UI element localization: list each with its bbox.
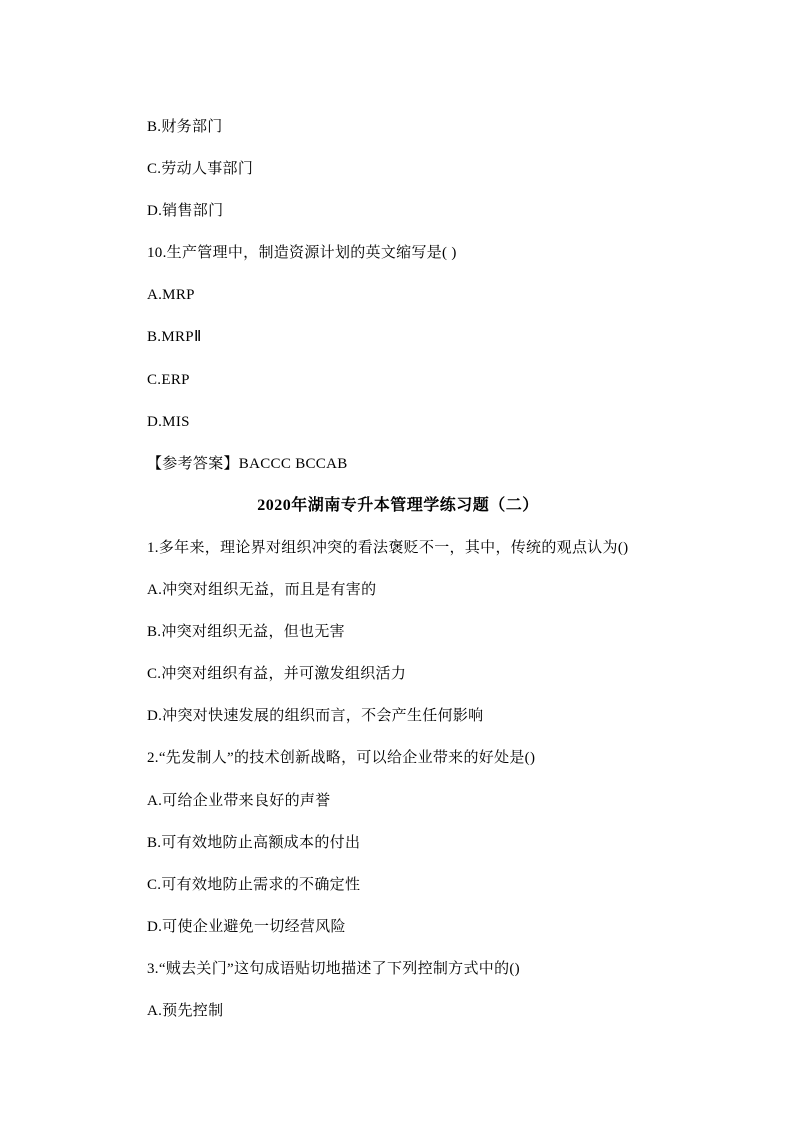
option-line: C.ERP (147, 371, 190, 388)
option-line: A.MRP (147, 287, 195, 304)
question-stem: 10.生产管理中，制造资源计划的英文缩写是( ) (147, 245, 457, 262)
option-line: B.冲突对组织无益，但也无害 (147, 624, 345, 641)
option-line: D.MIS (147, 413, 190, 430)
option-line: D.可使企业避免一切经营风险 (147, 918, 346, 935)
question-stem: 1.多年来，理论界对组织冲突的看法褒贬不一，其中，传统的观点认为() (147, 539, 629, 556)
answer-key: 【参考答案】BACCC BCCAB (147, 455, 348, 472)
option-line: A.冲突对组织无益，而且是有害的 (147, 582, 377, 599)
option-line: C.可有效地防止需求的不确定性 (147, 876, 361, 893)
option-line: B.财务部门 (147, 119, 223, 135)
question-stem: 3.“贼去关门”这句成语贴切地描述了下列控制方式中的() (147, 960, 520, 977)
option-line: D.冲突对快速发展的组织而言，不会产生任何影响 (147, 708, 484, 725)
option-line: B.可有效地防止高额成本的付出 (147, 834, 361, 851)
option-line: A.可给企业带来良好的声誉 (147, 792, 331, 809)
section-title: 2020年湖南专升本管理学练习题（二） (257, 496, 539, 514)
option-line: C.冲突对组织有益，并可激发组织活力 (147, 666, 407, 683)
question-stem: 2.“先发制人”的技术创新战略，可以给企业带来的好处是() (147, 750, 536, 767)
option-line: A.预先控制 (147, 1002, 224, 1019)
option-line: C.劳动人事部门 (147, 161, 254, 178)
option-line: B.MRPⅡ (147, 329, 202, 346)
option-line: D.销售部门 (147, 203, 224, 220)
